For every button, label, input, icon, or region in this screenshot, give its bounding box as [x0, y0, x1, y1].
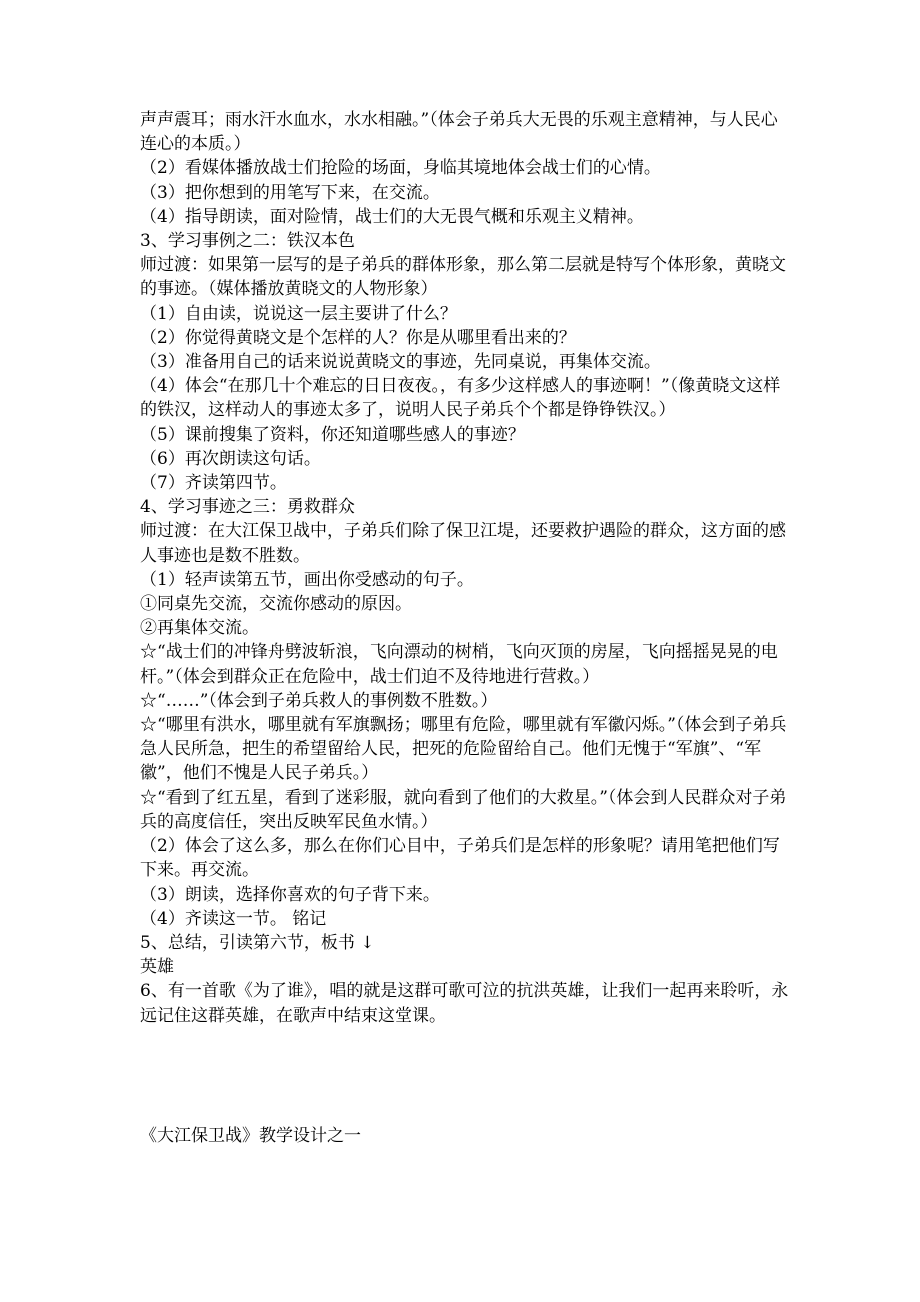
paragraph: （6）再次朗读这句话。: [140, 448, 321, 469]
paragraph: （1）轻声读第五节，画出你受感动的句子。: [140, 569, 474, 590]
paragraph: 6、有一首歌《为了谁》，唱的就是这群可歌可泣的抗洪英雄，让我们一起再来聆听，永远记住这群英雄，在歌声中结束这堂课。: [140, 981, 789, 1026]
paragraph: （7）齐读第四节。: [140, 473, 287, 494]
paragraph: （4）体会“在那几十个难忘的日日夜夜。，有多少这样感人的事迹啊！”（像黄晓文这样的铁汉，这样动人的事迹太多了，说明人民子弟兵个个都是铮铮铁汉。）: [140, 376, 781, 421]
quote-item: ☆“……”（体会到子弟兵救人的事例数不胜数。）: [140, 690, 498, 711]
footer-title: 《大江保卫战》教学设计之一: [140, 1125, 361, 1146]
paragraph: 师过渡：在大江保卫战中，子弟兵们除了保卫江堤，还要救护遇险的群众，这方面的感人事迹也是数不胜数。: [140, 521, 786, 566]
quote-item: ☆“战士们的冲锋舟劈波斩浪，飞向漂动的树梢，飞向灭顶的房屋，飞向摇摇晃晃的电杆。”（体会到群众正在危险中，战士们迫不及待地进行营救。）: [140, 642, 778, 687]
paragraph: （2）体会了这么多，那么在你们心目中，子弟兵们是怎样的形象呢？请用笔把他们写下来。再交流。: [140, 836, 780, 881]
paragraph: 声声震耳；雨水汗水血水，水水相融。”（体会子弟兵大无畏的乐观主意精神，与人民心连心的本质。）: [140, 110, 778, 155]
section-heading: 4、学习事迹之三：勇救群众: [140, 497, 355, 518]
paragraph: （2）看媒体播放战士们抢险的场面，身临其境地体会战士们的心情。: [140, 158, 661, 179]
paragraph: （4）指导朗读，面对险情，战士们的大无畏气概和乐观主义精神。: [140, 206, 644, 227]
document-body: [140, 108, 790, 1148]
paragraph: 师过渡：如果第一层写的是子弟兵的群体形象，那么第二层就是特写个体形象，黄晓文的事迹。（媒体播放黄晓文的人物形象）: [140, 255, 786, 300]
spacer: [140, 1028, 790, 1124]
board-note: 英雄: [140, 957, 174, 978]
section-heading: 5、总结，引读第六节，板书 ↓: [140, 932, 375, 953]
quote-item: ☆“哪里有洪水，哪里就有军旗飘扬；哪里有危险，哪里就有军徽闪烁。”（体会到子弟兵急人民所急，把生的希望留给人民，把死的危险留给自己。他们无愧于“军旗”、“军徽”，他们不愧是人民子弟兵。）: [140, 715, 787, 784]
section-heading: 3、学习事例之二：铁汉本色: [140, 231, 355, 252]
paragraph: （3）把你想到的用笔写下来，在交流。: [140, 182, 440, 203]
paragraph: （3）朗读，选择你喜欢的句子背下来。: [140, 884, 440, 905]
paragraph: （4）齐读这一节。 铭记: [140, 908, 327, 929]
paragraph: （3）准备用自己的话来说说黄晓文的事迹，先同桌说，再集体交流。: [140, 352, 661, 373]
paragraph: （2）你觉得黄晓文是个怎样的人？你是从哪里看出来的？: [140, 327, 576, 348]
paragraph: ②再集体交流。: [140, 618, 259, 639]
quote-item: ☆“看到了红五星，看到了迷彩服，就向看到了他们的大救星。”（体会到人民群众对子弟兵的高度信任，突出反映军民鱼水情。）: [140, 787, 787, 832]
paragraph: ①同桌先交流，交流你感动的原因。: [140, 594, 412, 615]
paragraph: （5）课前搜集了资料，你还知道哪些感人的事迹？: [140, 424, 525, 445]
paragraph: （1）自由读，说说这一层主要讲了什么？: [140, 303, 457, 324]
